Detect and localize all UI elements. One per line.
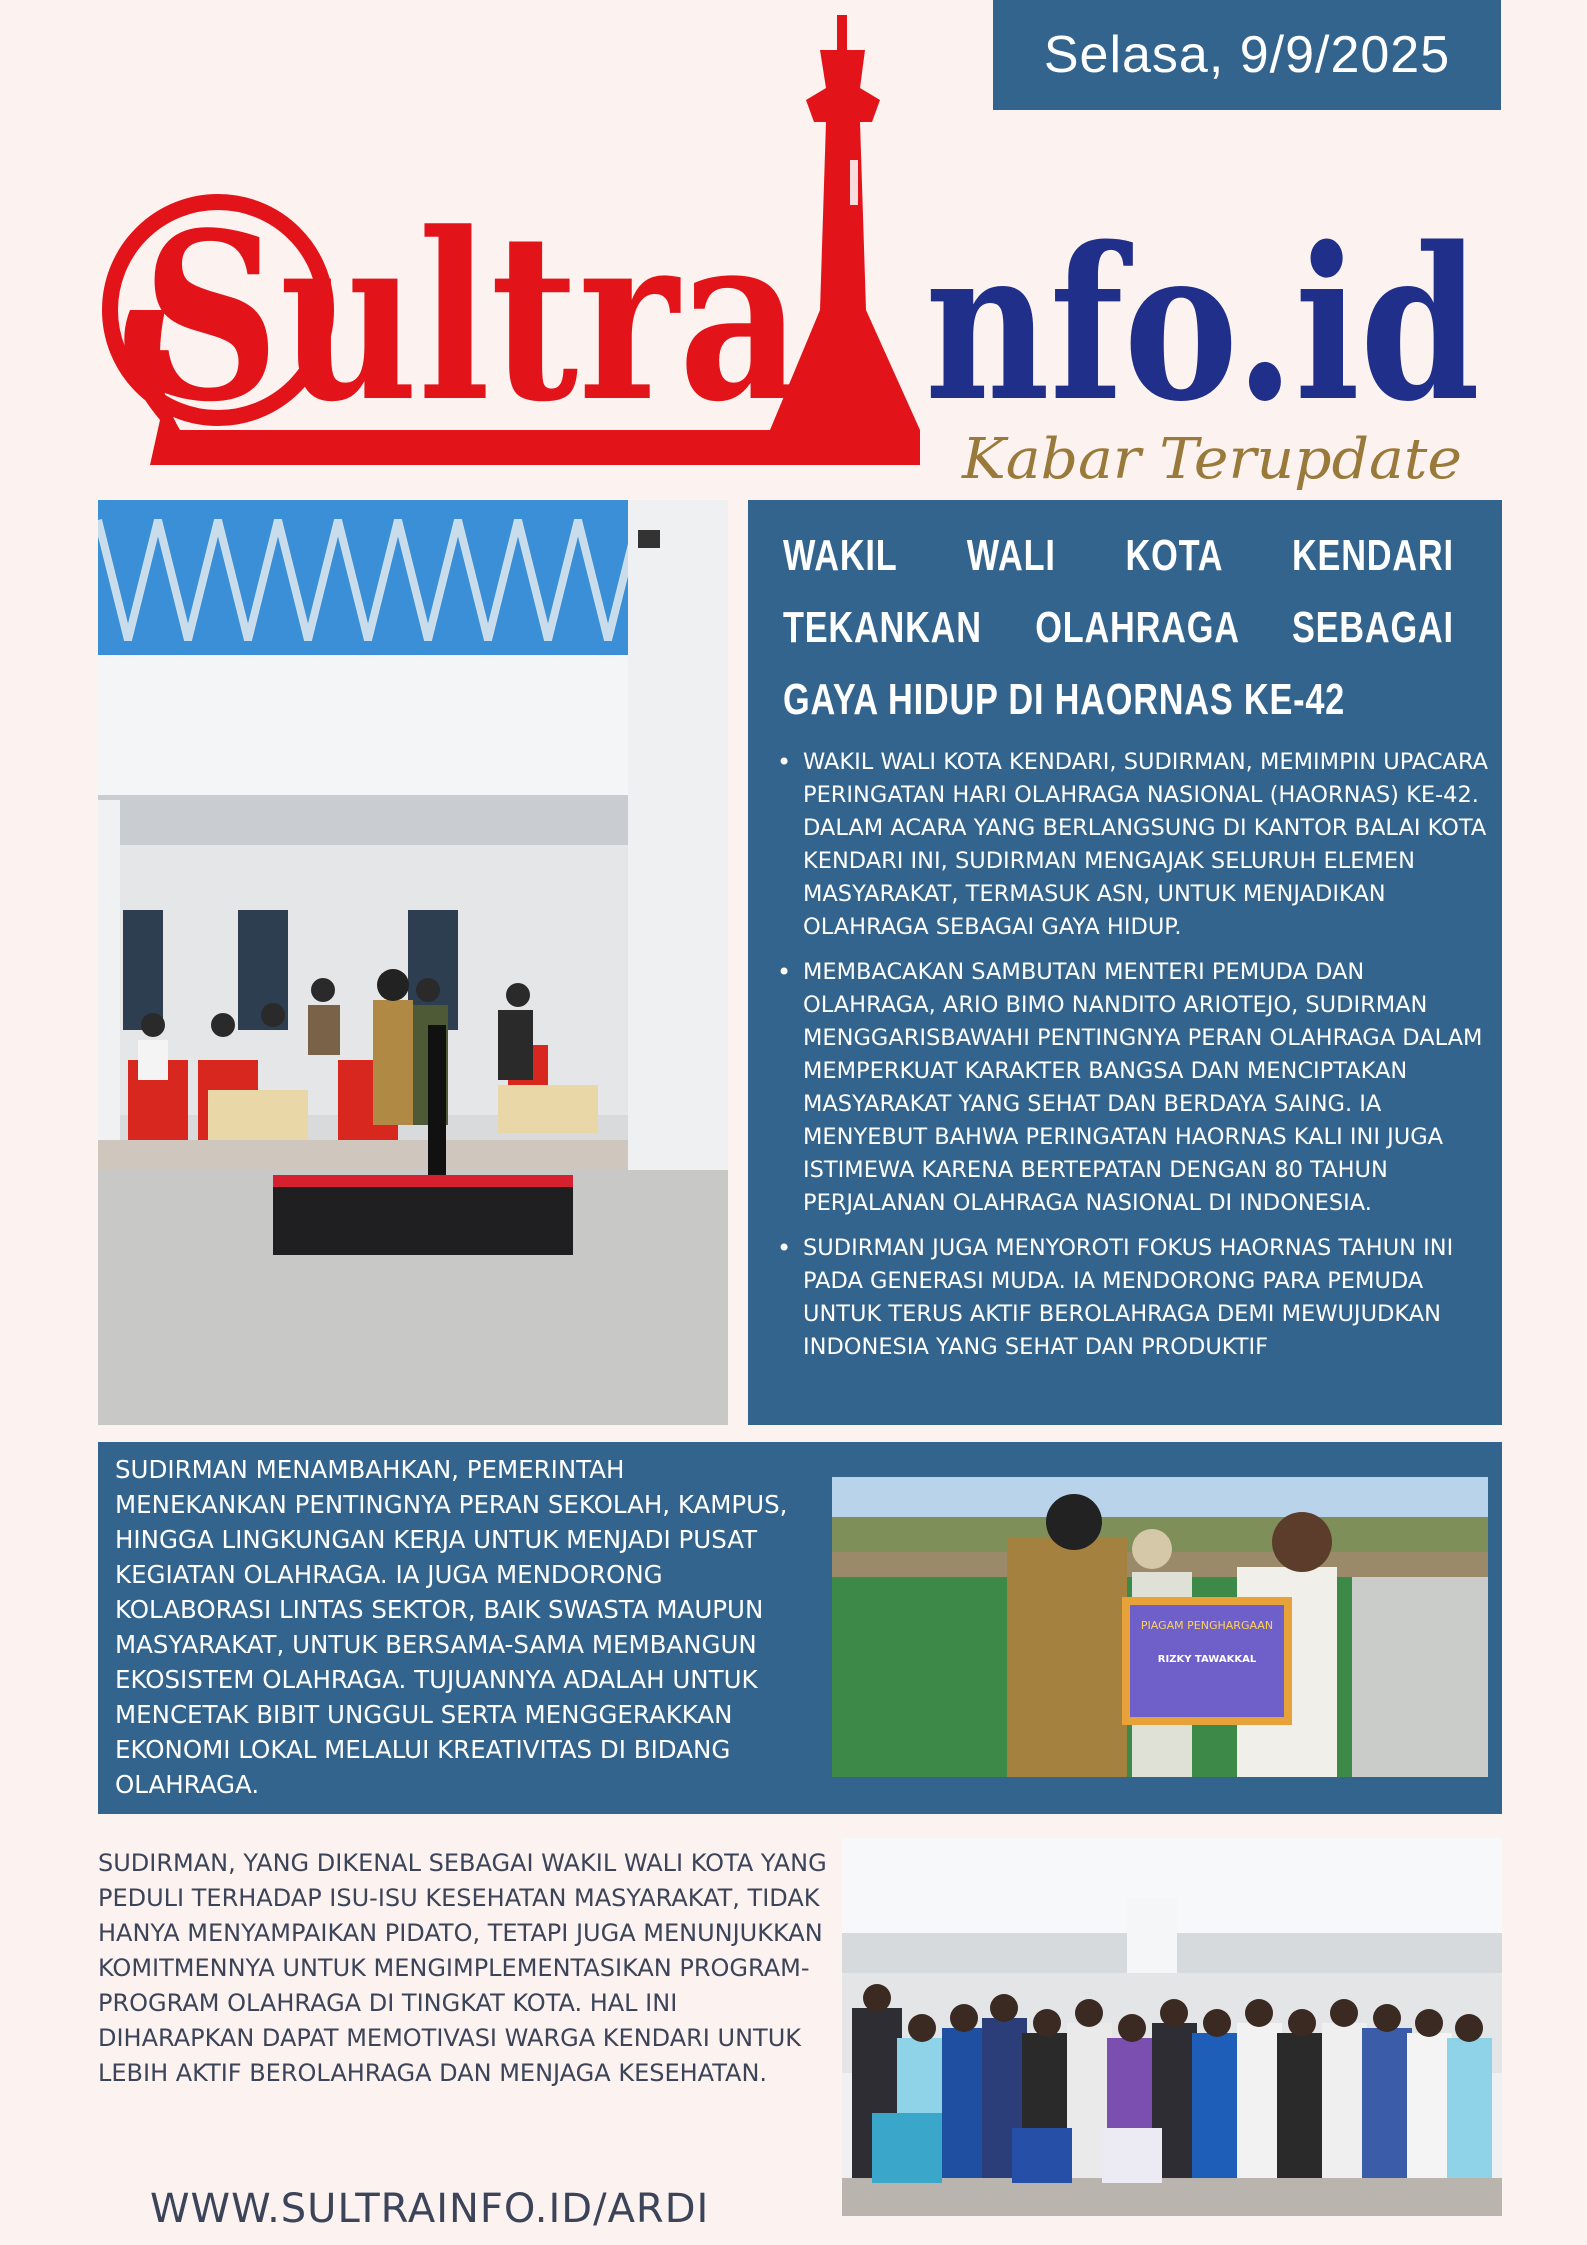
sultrainfo-logo [90,10,1500,500]
article-paragraph-2: SUDIRMAN MENAMBAHKAN, PEMERINTAH MENEKANKAN PENTINGNYA PERAN SEKOLAH, KAMPUS, HINGGA LINGKUNGAN KERJA UNTUK MENJADI PUSAT KEGIATAN OLAHRAGA. IA JUGA MENDORONG KOLABORASI LINTAS SEKTOR, BAIK SWASTA MAUPUN MASYARAKAT, UNTUK BERSAMA-SAMA MEMBANGUN EKOSISTEM OLAHRAGA. TUJUANNYA ADALAH UNTUK MENCETAK BIBIT UNGGUL SERTA MENGGERAKKAN EKONOMI LOKAL MELALUI KREATIVITAS DI BIDANG OLAHRAGA. [115,1455,788,1799]
article-bullet-list [783,746,1502,1364]
date-text: Selasa, 9/9/2025 [1043,26,1451,84]
list-item: • SUDIRMAN JUGA MENYOROTI FOKUS HAORNAS TAHUN INI PADA GENERASI MUDA. IA MENDORONG PARA PEMUDA UNTUK TERUS AKTIF BEROLAHRAGA DEMI MEWUJUDKAN INDONESIA YANG SEHAT DAN PRODUKTIF [783,1232,1502,1364]
group-athletes-photo [842,1838,1502,2216]
certificate-name: RIZKY TAWAKKAL [1157,1654,1257,1665]
logo-brand-left: Sultra [142,183,802,453]
article-mid-panel [98,1442,1502,1814]
logo-brand-right: nfo.id [925,201,1480,448]
article-paragraph-3: SUDIRMAN, YANG DIKENAL SEBAGAI WAKIL WALI KOTA YANG PEDULI TERHADAP ISU-ISU KESEHATAN MASYARAKAT, TIDAK HANYA MENYAMPAIKAN PIDATO, TETAPI JUGA MENUNJUKKAN KOMITMENNYA UNTUK MENGIMPLEMENTASIKAN PROGRAM-PROGRAM OLAHRAGA DI TINGKAT KOTA. HAL INI DIHARAPKAN DAPAT MEMOTIVASI WARGA KENDARI UNTUK LEBIH AKTIF BEROLAHRAGA DAN MENJAGA KESEHATAN. [98,1849,827,2087]
ceremony-speech-photo [98,500,728,1425]
award-handover-photo [832,1477,1488,1777]
footer-url: WWW.SULTRAINFO.ID/ARDI [150,2186,710,2232]
logo-tagline: Kabar Terupdate [960,427,1462,492]
list-item: • WAKIL WALI KOTA KENDARI, SUDIRMAN, MEMIMPIN UPACARA PERINGATAN HARI OLAHRAGA NASIONAL (HAORNAS) KE-42. DALAM ACARA YANG BERLANGSUNG DI KANTOR BALAI KOTA KENDARI INI, SUDIRMAN MENGAJAK SELURUH ELEMEN MASYARAKAT, TERMASUK ASN, UNTUK MENJADIKAN OLAHRAGA SEBAGAI GAYA HIDUP. [783,746,1502,944]
list-item: • MEMBACAKAN SAMBUTAN MENTERI PEMUDA DAN OLAHRAGA, ARIO BIMO NANDITO ARIOTEJO, SUDIRMAN MENGGARISBAWAHI PENTINGNYA PERAN OLAHRAGA DALAM MEMPERKUAT KARAKTER BANGSA DAN MENCIPTAKAN MASYARAKAT YANG SEHAT DAN BERDAYA SAING. IA MENYEBUT BAHWA PERINGATAN HAORNAS KALI INI JUGA ISTIMEWA KARENA BERTEPATAN DENGAN 80 TAHUN PERJALANAN OLAHRAGA NASIONAL DI INDONESIA. [783,956,1502,1220]
article-headline: WAKIL WALI KOTA KENDARI TEKANKAN OLAHRAGA SEBAGAI GAYA HIDUP DI HAORNAS KE-42 [783,531,1454,724]
article-headline-panel [748,500,1502,1425]
certificate-title: PIAGAM PENGHARGAAN [1140,1619,1274,1632]
